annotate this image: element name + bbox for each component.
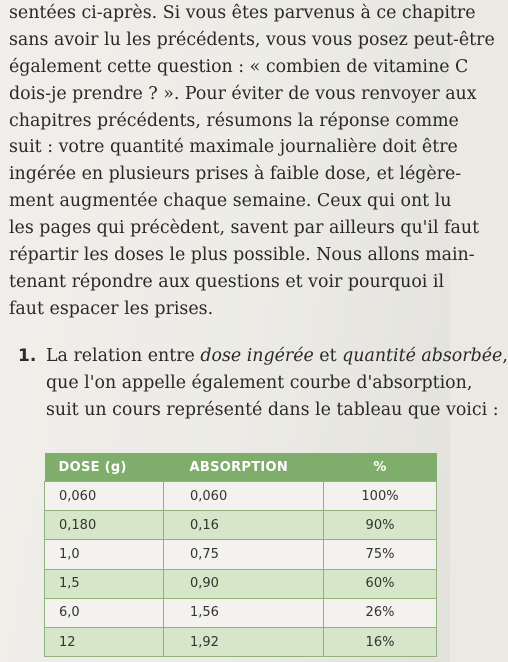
absorption-cell: 0,16 <box>164 511 324 540</box>
text-line: chapitres précédents, résumons la réponse comme <box>9 110 459 131</box>
text-line: ment augmentée chaque semaine. Ceux qui ont lu <box>9 191 452 212</box>
item-number: 1. <box>18 346 37 366</box>
absorption-cell: 0,060 <box>164 482 324 511</box>
item-text-part: et <box>313 346 343 366</box>
text-line: dois-je prendre ? ». Pour éviter de vous renvoyer aux <box>9 83 477 104</box>
table-row <box>45 511 437 540</box>
text-line: sentées ci-après. Si vous êtes parvenus à ce chapitre <box>9 3 476 23</box>
table-header-row <box>45 453 437 482</box>
absorption-cell: 1,92 <box>164 627 324 656</box>
absorption-cell: 0,90 <box>164 569 324 598</box>
table-row <box>45 482 437 511</box>
table-row <box>45 598 437 627</box>
percent-cell: 75% <box>324 540 437 569</box>
table-row <box>45 540 437 569</box>
absorption-cell: 1,56 <box>164 598 324 627</box>
absorption-table <box>44 453 437 657</box>
text-line: ingérée en plusieurs prises à faible dose, et légère- <box>9 164 462 185</box>
dose-term: dose ingérée <box>200 346 314 366</box>
dose-cell: 0,180 <box>45 511 164 540</box>
text-line: tenant répondre aux questions et voir pourquoi il <box>9 271 445 292</box>
percent-cell: 100% <box>324 482 437 511</box>
text-line: les pages qui précèdent, savent par ailleurs qu'il faut <box>9 218 480 239</box>
item-line <box>46 343 508 370</box>
percent-cell: 60% <box>324 569 437 598</box>
dose-cell: 6,0 <box>45 598 164 627</box>
header-absorption: ABSORPTION <box>164 453 324 482</box>
text-line: également cette question : « combien de vitamine C <box>9 56 469 77</box>
text-line: répartir les doses le plus possible. Nous allons main- <box>9 245 475 266</box>
item-text-part: , <box>502 346 508 366</box>
header-dose: DOSE (g) <box>45 453 164 482</box>
dose-cell: 12 <box>45 627 164 656</box>
item-line: que l'on appelle également courbe d'absorption, <box>46 372 473 393</box>
dose-cell: 1,5 <box>45 569 164 598</box>
absorption-cell: 0,75 <box>164 540 324 569</box>
intro-paragraph <box>9 0 495 323</box>
text-line: faut espacer les prises. <box>9 298 214 319</box>
percent-cell: 26% <box>324 598 437 627</box>
header-percent: % <box>324 453 437 482</box>
text-line: sans avoir lu les précédents, vous vous posez peut-être <box>9 29 495 50</box>
table-row <box>45 627 437 656</box>
item-text <box>46 343 508 424</box>
dose-cell: 1,0 <box>45 540 164 569</box>
item-text-part: La relation entre <box>46 346 201 366</box>
item-line: suit un cours représenté dans le tableau que voici : <box>46 399 499 420</box>
dose-cell: 0,060 <box>45 482 164 511</box>
percent-cell: 90% <box>324 511 437 540</box>
quantity-term: quantité absorbée <box>342 346 503 366</box>
table-row <box>45 569 437 598</box>
text-line: suit : votre quantité maximale journalière doit être <box>9 137 458 158</box>
percent-cell: 16% <box>324 627 437 656</box>
